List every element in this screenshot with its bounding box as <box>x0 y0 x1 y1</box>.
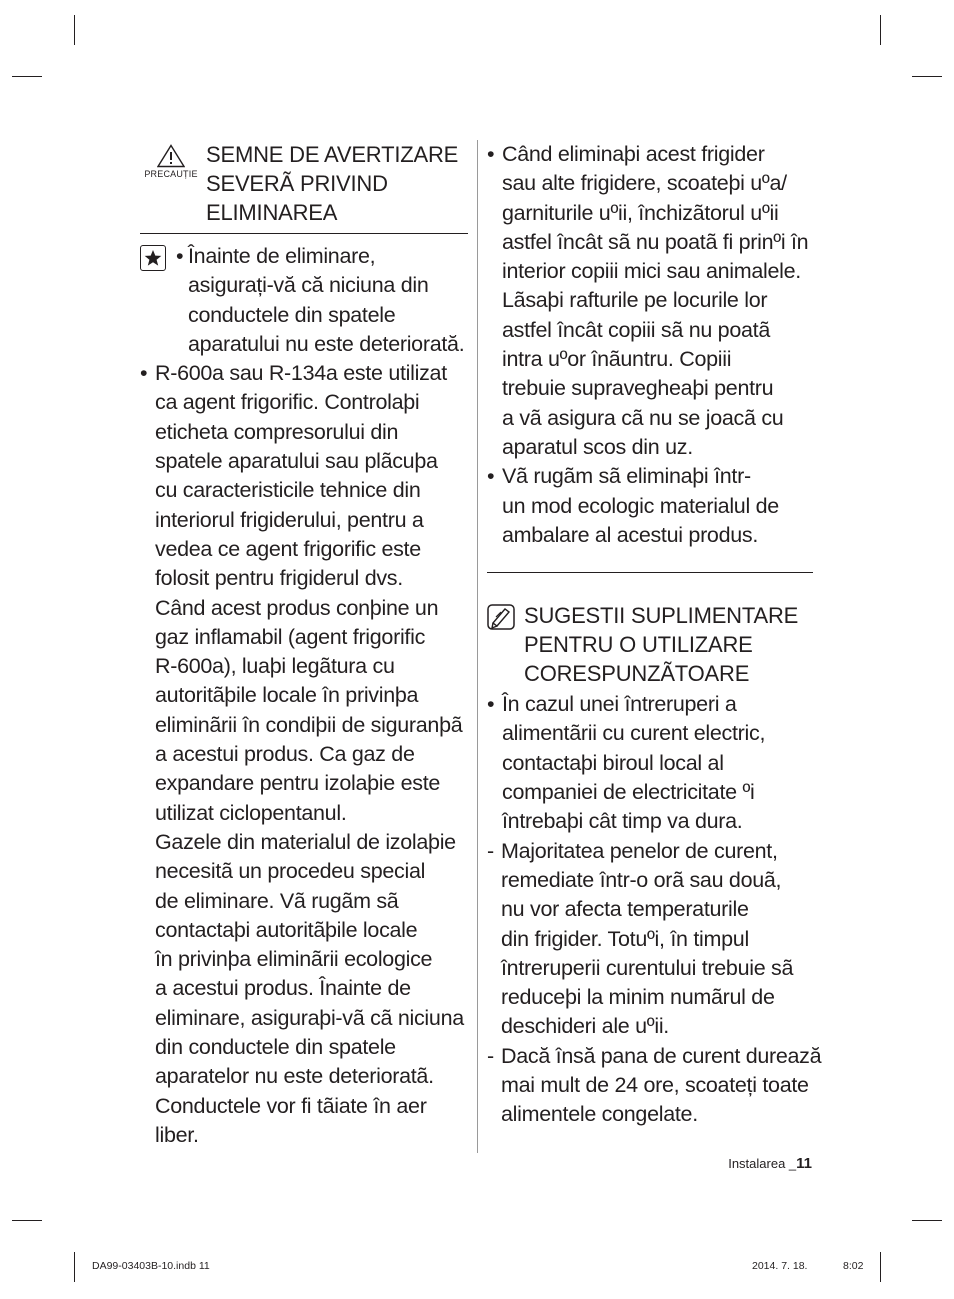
warning-badge <box>140 144 202 180</box>
crop-mark <box>912 1220 942 1221</box>
text-line: alimentãrii cu curent electric, <box>502 721 766 746</box>
imprint-time: 8:02 <box>843 1260 864 1272</box>
text-line: a acestui produs. Înainte de <box>155 976 411 1001</box>
text-line: În cazul unei întreruperi a <box>502 692 737 717</box>
text-line: vedea ce agent frigorific este <box>155 536 421 561</box>
title-line: PENTRU O UTILIZARE <box>524 632 753 658</box>
title-line: CORESPUNZÃTOARE <box>524 661 750 687</box>
list-item <box>140 359 468 1150</box>
text-line: Când eliminaþi acest frigider <box>502 142 765 166</box>
star-box-icon <box>140 245 166 271</box>
list-item <box>487 462 813 550</box>
text-line: astfel încât sã nu poatã fi prinºi în <box>502 229 809 254</box>
warning-title <box>206 140 468 227</box>
note-pencil-icon <box>487 603 517 631</box>
crop-mark <box>12 76 42 77</box>
text-line: întreruperii curentului trebuie sã <box>501 955 794 980</box>
text-line: a acestui produs. Ca gaz de <box>155 742 415 767</box>
text-line: întrebaþi cât timp va dura. <box>502 809 743 834</box>
bullet: • <box>487 464 495 489</box>
text-line: Lãsaþi rafturile pe locurile lor <box>502 288 768 313</box>
title-line: ELIMINAREA <box>206 200 338 225</box>
bullet: • <box>487 692 495 717</box>
section-divider <box>487 572 813 573</box>
tip-title <box>524 601 813 688</box>
text-line: intra uºor înãuntru. Copiii <box>502 347 732 372</box>
text-line: eliminãrii în condiþii de siguranþã <box>155 712 463 737</box>
left-column <box>140 140 468 1150</box>
text-line: deschideri ale uºii. <box>501 1014 669 1039</box>
page-number: 11 <box>796 1155 812 1172</box>
star-list-item <box>140 242 468 359</box>
crop-mark <box>74 15 75 45</box>
warning-header <box>140 140 468 234</box>
warning-triangle-icon <box>157 144 185 168</box>
text-line: conductele din spatele <box>188 302 396 327</box>
text-line: Vã rugãm sã eliminaþi într- <box>502 464 751 489</box>
imprint-file: DA99-03403B-10.indb 11 <box>92 1260 210 1272</box>
title-line: SEMNE DE AVERTIZARE <box>206 142 459 167</box>
text-line: remediate într-o orã sau douã, <box>501 867 782 892</box>
text-line: ambalare al acestui produs. <box>502 522 759 547</box>
text-line: contactaþi autoritãþile locale <box>155 917 418 942</box>
text-line: de eliminare. Vã rugãm sã <box>155 888 399 913</box>
text-line: interiorul frigiderului, pentru a <box>155 507 424 532</box>
text-line: sau alte frigidere, scoateþi uºa/ <box>502 171 787 196</box>
crop-mark <box>74 1252 75 1282</box>
text-line: în privinþa eliminãrii ecologice <box>155 947 433 972</box>
dash-item <box>487 837 813 1042</box>
text-line: cu caracteristicile tehnice din <box>155 478 421 503</box>
text-line: eticheta compresorului din <box>155 419 399 444</box>
section-name: Instalarea _ <box>728 1156 797 1171</box>
right-column <box>487 140 822 1130</box>
crop-mark <box>912 76 942 77</box>
text-line: nu vor afecta temperaturile <box>501 897 749 922</box>
bullet: • <box>487 142 495 166</box>
text-line: astfel încât copiii sã nu poatã <box>502 317 770 342</box>
text-line: Majoritatea penelor de curent, <box>501 838 778 863</box>
text-line: Gazele din materialul de izolaþie <box>155 829 456 854</box>
imprint-date: 2014. 7. 18. <box>752 1260 808 1272</box>
dash-marker: - <box>487 838 494 863</box>
text-line: interior copiii mici sau animalele. <box>502 259 801 284</box>
page-footer <box>728 1155 812 1172</box>
text-line: Înainte de eliminare, <box>188 244 376 268</box>
text-line: reduceþi la minim numãrul de <box>501 985 775 1010</box>
text-line: din conductele din spatele <box>155 1035 396 1060</box>
text-line: aparatului nu este deteriorată. <box>188 331 465 356</box>
text-line: asigurați-vă că niciuna din <box>188 273 429 298</box>
bullet: • <box>140 361 148 386</box>
text-line: garniturile uºii, închizãtorul uºii <box>502 200 779 225</box>
text-line: aparatelor nu este deterioratã. <box>155 1064 434 1089</box>
text-line: alimentele congelate. <box>501 1102 698 1127</box>
title-line: SUGESTII SUPLIMENTARE <box>524 603 799 629</box>
crop-mark <box>880 1252 881 1282</box>
text-line: Dacă însă pana de curent durează <box>501 1043 822 1068</box>
text-line: necesitã un procedeu special <box>155 859 426 884</box>
column-divider <box>477 140 478 1153</box>
dash-item <box>487 1042 822 1130</box>
text-line: folosit pentru frigiderul dvs. <box>155 566 403 591</box>
text-line: gaz inflamabil (agent frigorific <box>155 624 426 649</box>
crop-mark <box>880 15 881 45</box>
text-line: eliminare, asiguraþi-vã cã niciuna <box>155 1005 464 1030</box>
text-line: autoritãþile locale în privinþa <box>155 683 419 708</box>
text-line: utilizat ciclopentanul. <box>155 800 347 825</box>
crop-mark <box>12 1220 42 1221</box>
text-line: un mod ecologic materialul de <box>502 493 779 518</box>
text-line: trebuie supravegheaþi pentru <box>502 376 774 401</box>
list-item <box>487 140 813 462</box>
text-line: liber. <box>155 1122 199 1147</box>
warning-label: PRECAUȚIE <box>144 169 198 179</box>
text-line: ca agent frigorific. Controlaþi <box>155 390 420 415</box>
text-line: a vã asigura cã nu se joacã cu <box>502 405 784 430</box>
text-line: Conductele vor fi tãiate în aer <box>155 1093 427 1118</box>
text-line: R-600a), luaþi legãtura cu <box>155 654 395 679</box>
title-line: SEVERÃ PRIVIND <box>206 171 388 196</box>
text-line: mai mult de 24 ore, scoateți toate <box>501 1073 809 1098</box>
text-line: aparatul scos din uz. <box>502 434 693 459</box>
text-line: R-600a sau R-134a este utilizat <box>155 361 447 386</box>
dash-marker: - <box>487 1043 494 1068</box>
text-line: Când acest produs conþine un <box>155 595 439 620</box>
text-line: spatele aparatului sau plãcuþa <box>155 449 438 474</box>
text-line: expandare pentru izolaþie este <box>155 771 441 796</box>
text-line: din frigider. Totuºi, în timpul <box>501 926 749 951</box>
text-line: companiei de electricitate ºi <box>502 780 755 805</box>
text-line: contactaþi biroul local al <box>502 750 724 775</box>
list-item <box>487 690 813 836</box>
bullet: • <box>176 244 184 268</box>
tip-header <box>487 601 813 688</box>
